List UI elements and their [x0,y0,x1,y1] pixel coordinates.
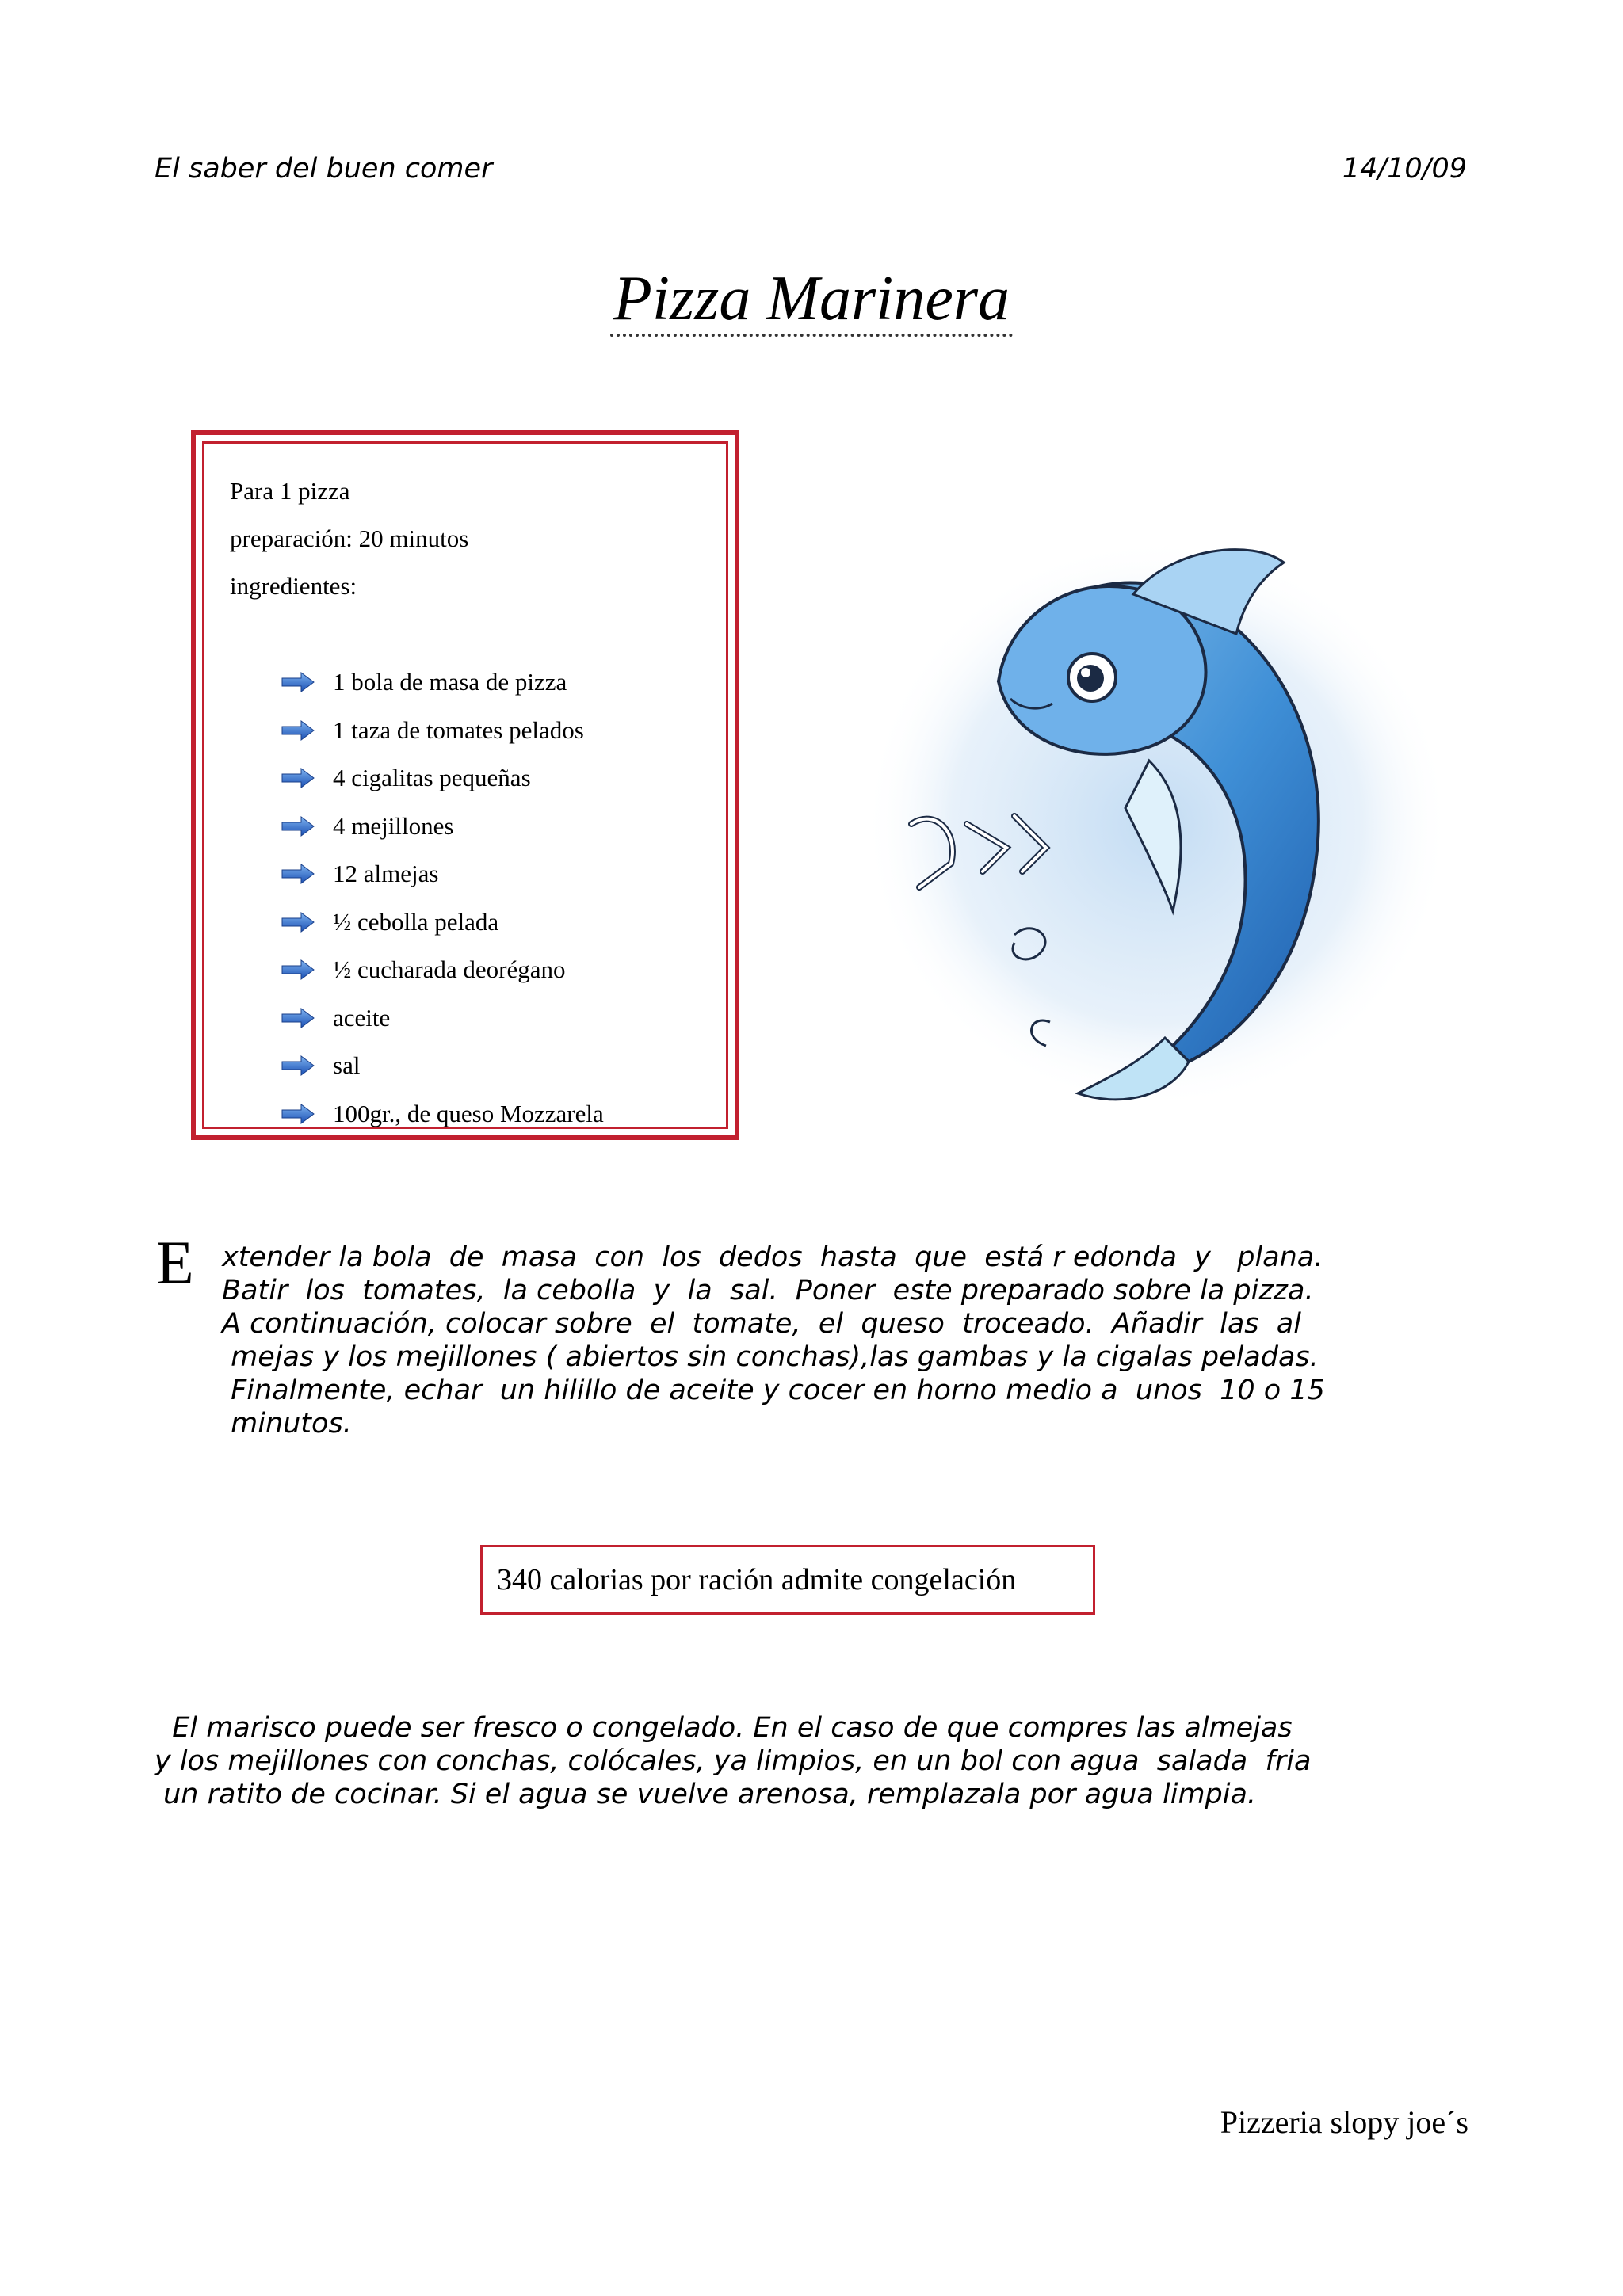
instruction-line: Finalmente, echar un hilillo de aceite y cocer en horno medio a unos 10 o 15 [222,1375,1325,1406]
prep-time: preparación: 20 minutos [230,524,469,552]
ingredient-item [281,658,726,707]
instruction-line: A continuación, colocar sobre el tomate, el queso troceado. Añadir las al [222,1308,1301,1340]
ingredient-item [281,946,726,994]
page-title [0,263,1623,335]
ingredient-text: ½ cucharada deorégano [333,955,566,983]
arrow-right-icon [281,864,315,884]
recipe-box-inner [202,441,728,1129]
ingredient-text: 4 mejillones [333,811,454,840]
servings: Para 1 pizza [230,477,350,505]
note-text [155,1711,1391,1811]
ingredient-item [281,754,726,803]
header-date: 14/10/09 [1342,153,1467,185]
instruction-line: minutos. [222,1408,352,1440]
instruction-line: mejas y los mejillones ( abiertos sin conchas),las gambas y la cigalas peladas. [222,1341,1319,1373]
arrow-right-icon [281,1008,315,1028]
arrow-right-icon [281,672,315,692]
note-line: un ratito de cocinar. Si el agua se vuelve arenosa, remplazala por agua limpia. [155,1779,1257,1810]
ingredient-item [281,1042,726,1090]
footer-signature: Pizzeria slopy joe´s [1220,2104,1468,2140]
ingredients-label: ingredientes: [230,572,357,600]
ingredient-item [281,1090,726,1138]
ingredient-text: sal [333,1051,361,1079]
calories-box: 340 calorias por ración admite congelación [480,1545,1095,1615]
ingredient-text: 4 cigalitas pequeñas [333,764,531,791]
ingredient-list [230,658,726,1138]
ingredient-text: 1 bola de masa de pizza [333,668,567,696]
ingredient-item [281,994,726,1043]
ingredient-item [281,850,726,898]
arrow-right-icon [281,912,315,933]
header-publication: El saber del buen comer [155,153,493,185]
ingredient-text: aceite [333,1003,391,1032]
ingredient-text: ½ cebolla pelada [333,907,499,936]
instructions-text [222,1241,1379,1440]
note-line: y los mejillones con conchas, colócales, ya limpios, en un bol con agua salada fria [155,1745,1312,1777]
ingredient-item [281,898,726,947]
instruction-line: xtender la bola de masa con los dedos hasta que está r edonda y plana. [222,1241,1323,1273]
arrow-right-icon [281,959,315,980]
ingredient-text: 12 almejas [333,860,439,887]
drop-cap: E [156,1228,194,1297]
ingredient-item [281,803,726,851]
ingredient-text: 1 taza de tomates pelados [333,715,584,744]
arrow-right-icon [281,816,315,837]
arrow-right-icon [281,720,315,741]
ingredient-text: 100gr., de queso Mozzarela [333,1099,604,1127]
arrow-right-icon [281,768,315,788]
ingredient-item [281,707,726,755]
fish-illustration [840,491,1474,1125]
instruction-line: Batir los tomates, la cebolla y la sal. Poner este preparado sobre la pizza. [222,1275,1314,1306]
arrow-right-icon [281,1104,315,1124]
recipe-box [191,430,739,1140]
title-text: Pizza Marinera [610,264,1013,337]
note-line: El marisco puede ser fresco o congelado. En el caso de que compres las almejas [155,1712,1293,1744]
arrow-right-icon [281,1055,315,1076]
